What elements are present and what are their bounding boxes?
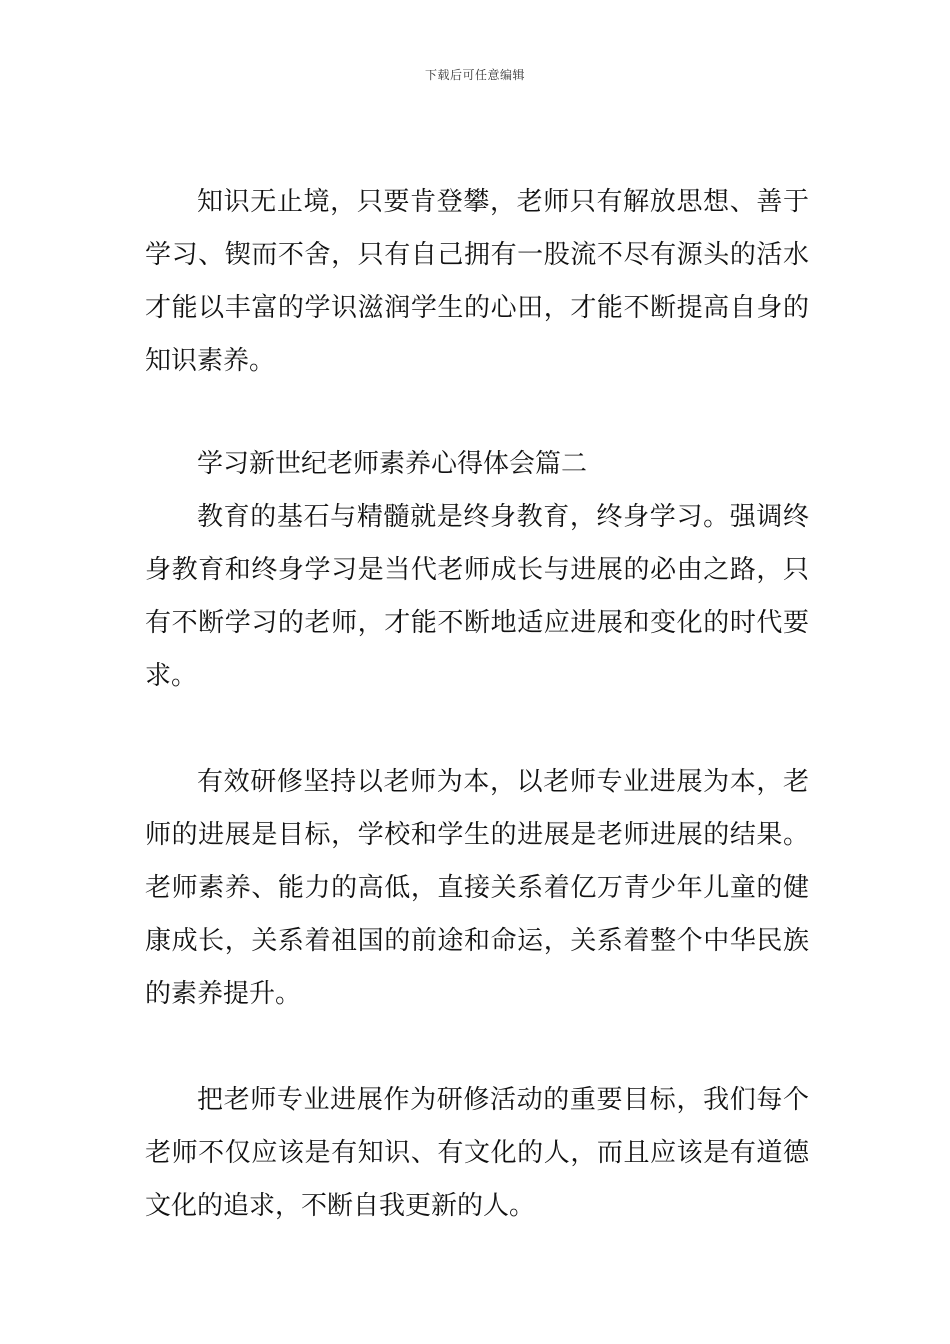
page-header: 下载后可任意编辑: [424, 68, 525, 82]
section-title: 学习新世纪老师素养心得体会篇二: [197, 449, 588, 479]
document-body: [145, 176, 809, 1233]
paragraph: 把老师专业进展作为研修活动的重要目标，我们每个老师不仅应该是有知识、有文化的人，而且应该是有道德文化的追求，不断自我更新的人。: [145, 1085, 809, 1221]
paragraph: 知识无止境，只要肯登攀，老师只有解放思想、善于学习、锲而不舍，只有自己拥有一股流不尽有源头的活水才能以丰富的学识滋润学生的心田，才能不断提高自身的知识素养。: [145, 187, 809, 376]
paragraph: 教育的基石与精髓就是终身教育，终身学习。强调终身教育和终身学习是当代老师成长与进展的必由之路，只有不断学习的老师，才能不断地适应进展和变化的时代要求。: [145, 502, 809, 691]
paragraph: 有效研修坚持以老师为本，以老师专业进展为本，老师的进展是目标，学校和学生的进展是老师进展的结果。老师素养、能力的高低，直接关系着亿万青少年儿童的健康成长，关系着祖国的前途和命运，关系着整个中华民族的素养提升。: [145, 767, 809, 1009]
